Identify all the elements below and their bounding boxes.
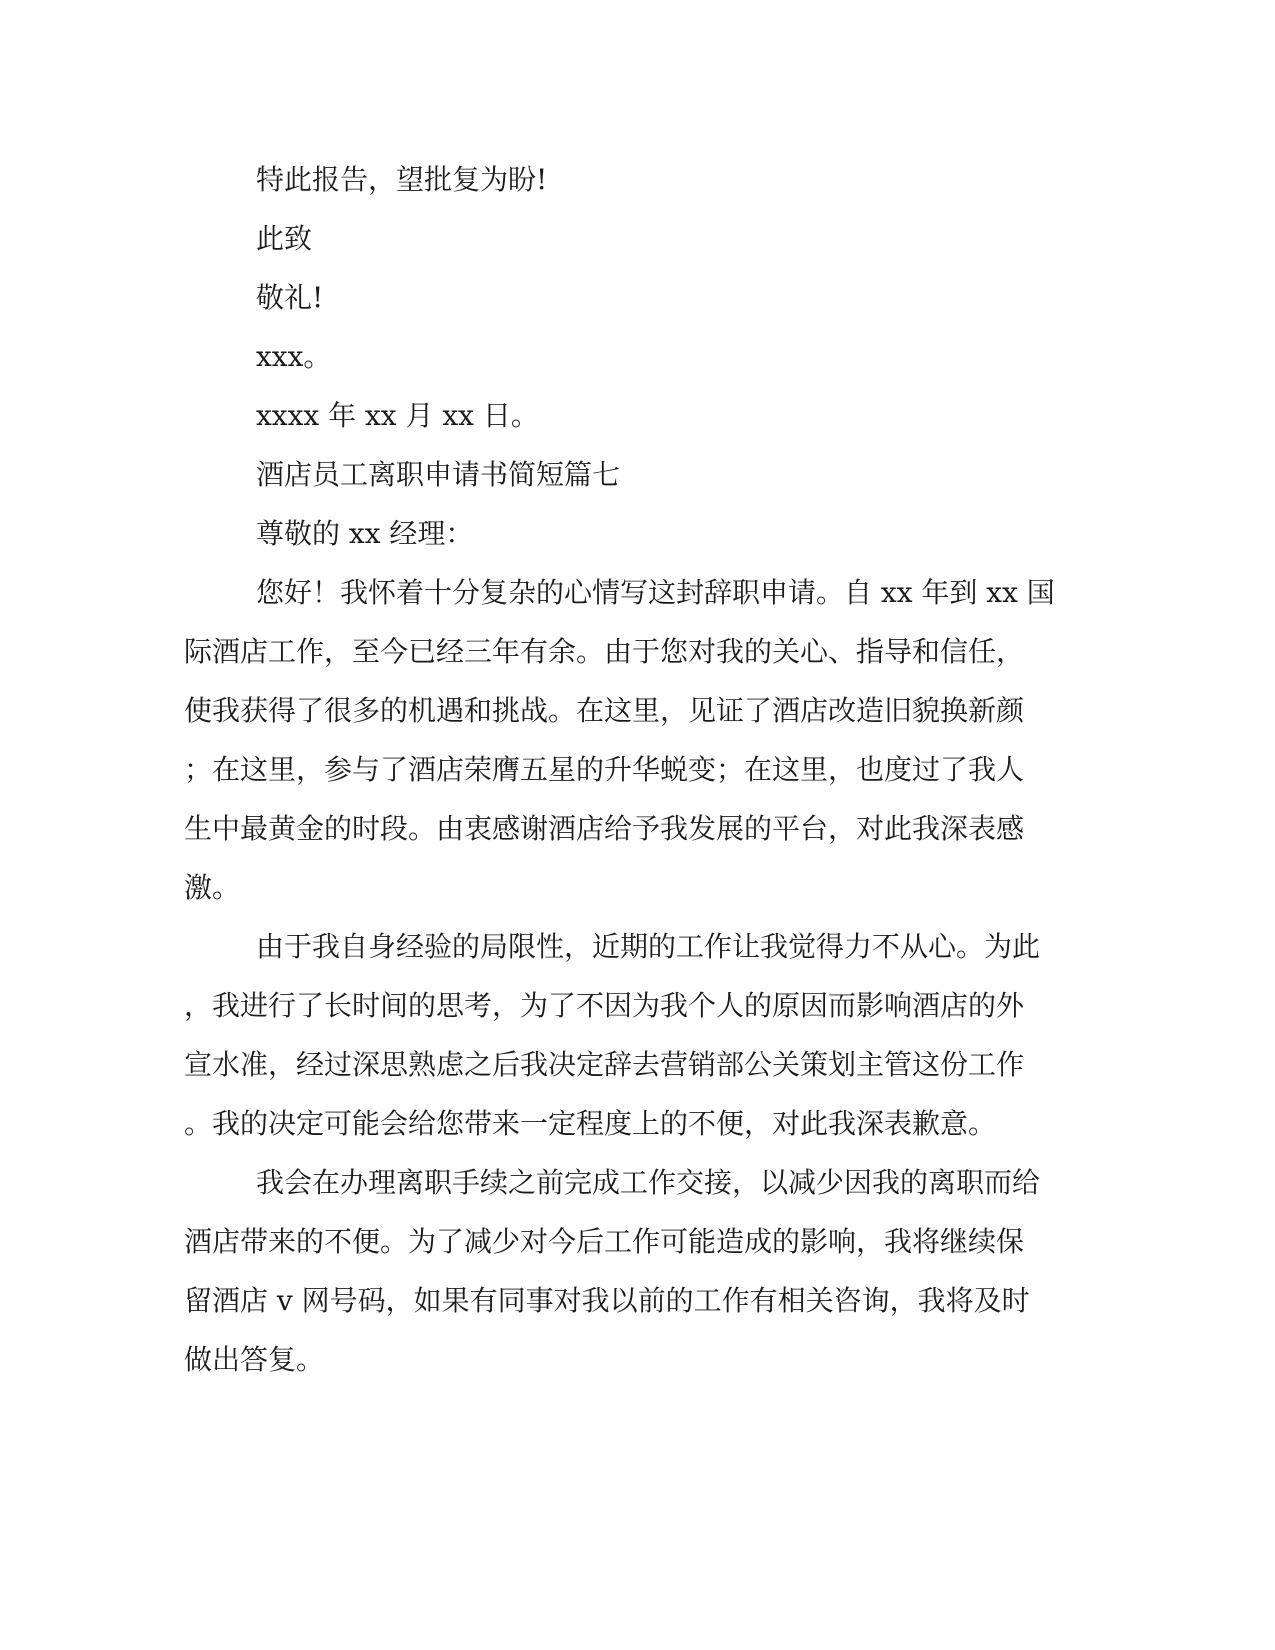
paragraph-2-line-4: 。我的决定可能会给您带来一定程度上的不便，对此我深表歉意。 [184, 1107, 997, 1140]
letter-greeting: 尊敬的 xx 经理： [256, 517, 474, 550]
paragraph-3-line-4: 做出答复。 [184, 1343, 325, 1376]
paragraph-1-line-6: 激。 [184, 871, 241, 904]
signature-name: xxx。 [256, 340, 332, 373]
salutation-cizhi: 此致 [256, 222, 313, 255]
section-heading: 酒店员工离职申请书简短篇七 [256, 458, 621, 491]
paragraph-3-line-3: 留酒店 v 网号码，如果有同事对我以前的工作有相关咨询，我将及时 [184, 1284, 1030, 1317]
closing-report-line: 特此报告，望批复为盼! [256, 163, 548, 196]
paragraph-1-line-4: ；在这里，参与了酒店荣膺五星的升华蜕变；在这里，也度过了我人 [184, 753, 1025, 786]
paragraph-2-line-2: ，我进行了长时间的思考，为了不因为我个人的原因而影响酒店的外 [184, 989, 1025, 1022]
paragraph-1-line-5: 生中最黄金的时段。由衷感谢酒店给予我发展的平台，对此我深表感 [184, 812, 1025, 845]
signature-date: xxxx 年 xx 月 xx 日。 [256, 399, 539, 432]
salutation-jingli: 敬礼! [256, 281, 324, 314]
paragraph-2-line-1: 由于我自身经验的局限性，近期的工作让我觉得力不从心。为此 [256, 930, 1041, 963]
paragraph-3-line-1: 我会在办理离职手续之前完成工作交接，以减少因我的离职而给 [256, 1166, 1041, 1199]
paragraph-2-line-3: 宣水准，经过深思熟虑之后我决定辞去营销部公关策划主管这份工作 [184, 1048, 1025, 1081]
paragraph-1-line-2: 际酒店工作，至今已经三年有余。由于您对我的关心、指导和信任， [184, 635, 1025, 668]
paragraph-1-line-3: 使我获得了很多的机遇和挑战。在这里，见证了酒店改造旧貌换新颜 [184, 694, 1025, 727]
paragraph-1-line-1: 您好！我怀着十分复杂的心情写这封辞职申请。自 xx 年到 xx 国 [256, 576, 1055, 609]
paragraph-3-line-2: 酒店带来的不便。为了减少对今后工作可能造成的影响，我将继续保 [184, 1225, 1025, 1258]
